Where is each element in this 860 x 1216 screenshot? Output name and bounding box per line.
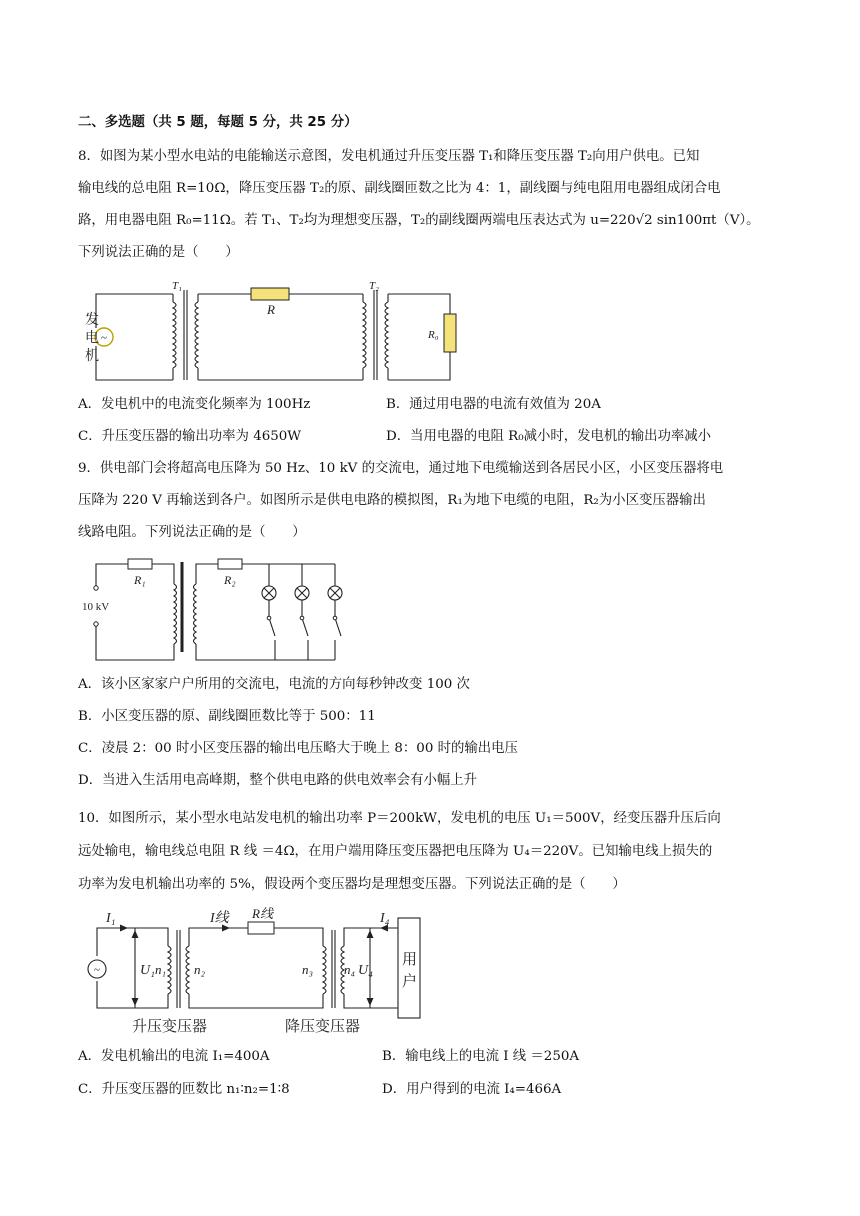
q8-line-4: 下列说法正确的是（ ） [78, 245, 239, 260]
t2-label: T₂ [369, 280, 379, 292]
u4-label: U₄ [358, 963, 373, 978]
lamp-icons [262, 586, 342, 600]
q10-line-3: 功率为发电机输出功率的 5%，假设两个变压器均是理想变压器。下列说法正确的是（ ） [78, 877, 626, 892]
user-label-1: 用 [402, 952, 418, 968]
i1-label: I₁ [106, 911, 116, 926]
q10-circuit-diagram [80, 906, 430, 1036]
r2-label: R₂ [224, 573, 236, 587]
i-line-label: I线 [210, 911, 229, 926]
q9-option-a[interactable]: A．该小区家家户户所用的交流电，电流的方向每秒钟改变 100 次 [78, 677, 470, 692]
n2-label: n₂ [194, 962, 206, 977]
q9-line-2: 压降为 220 V 再输送到各户。如图所示是供电电路的模拟图，R₁为地下电缆的电阻，R₂为小区变压器输出 [78, 493, 706, 508]
q8-circuit-diagram [78, 280, 468, 380]
q9-circuit-diagram [84, 556, 364, 666]
n3-label: n₃ [302, 962, 314, 977]
q9-option-d[interactable]: D．当进入生活用电高峰期，整个供电电路的供电效率会有小幅上升 [78, 773, 478, 788]
q8-line-2: 输电线的总电阻 R=10Ω，降压变压器 T₂的原、副线圈匝数之比为 4：1，副线圈与纯电阻用电器组成闭合电 [78, 181, 721, 196]
q8-option-b[interactable]: B．通过用电器的电流有效值为 20A [386, 397, 601, 412]
q8-option-d[interactable]: D．当用电器的电阻 R₀减小时，发电机的输出功率减小 [386, 429, 712, 444]
q9-option-b[interactable]: B．小区变压器的原、副线圈匝数比等于 500：11 [78, 709, 376, 724]
q8-option-c[interactable]: C．升压变压器的输出功率为 4650W [78, 429, 302, 444]
t1-label: T₁ [172, 280, 182, 292]
ac-symbol: ~ [94, 964, 100, 976]
q8-line-3: 路，用电器电阻 R₀=11Ω。若 T₁、T₂均为理想变压器，T₂的副线圈两端电压表达式为 u=220√2 sin100πt（V）。 [78, 213, 760, 228]
source-voltage-label: 10 kV [82, 601, 110, 613]
user-label-2: 户 [402, 974, 418, 990]
q10-line-1: 10．如图所示，某小型水电站发电机的输出功率 P＝200kW，发电机的电压 U₁＝500V，经变压器升压后向 [78, 811, 721, 826]
q10-option-b[interactable]: B．输电线上的电流 I 线 ＝250A [382, 1049, 580, 1064]
r1-label: R₁ [134, 573, 146, 587]
q10-line-2: 远处输电，输电线总电阻 R 线 ＝4Ω，在用户端用降压变压器把电压降为 U₄＝220V。已知输电线上损失的 [78, 844, 713, 859]
n4-label: n₄ [344, 962, 356, 977]
q8-line-1: 8．如图为某小型水电站的电能输送示意图，发电机通过升压变压器 T₁和降压变压器 T₂向用户供电。已知 [78, 149, 700, 164]
q9-option-c[interactable]: C．凌晨 2：00 时小区变压器的输出电压略大于晚上 8：00 时的输出电压 [78, 741, 518, 756]
r0-label: R₀ [428, 329, 439, 341]
generator-label-2: 电 [85, 331, 99, 346]
resistor-r1 [128, 559, 152, 569]
step-up-transformer-label: 升压变压器 [132, 1019, 208, 1035]
n1-label: n₁ [155, 962, 167, 977]
generator-label-1: 发 [85, 313, 99, 328]
q8-option-a[interactable]: A．发电机中的电流变化频率为 100Hz [78, 397, 311, 412]
section-heading: 二、多选题（共 5 题，每题 5 分，共 25 分） [78, 115, 358, 130]
r-line-label: R线 [252, 906, 273, 921]
resistor-r-line [248, 922, 274, 934]
user-box [398, 918, 420, 1018]
q10-option-c[interactable]: C．升压变压器的匝数比 n₁∶n₂=1∶8 [78, 1082, 290, 1097]
generator-label-3: 机 [85, 349, 99, 364]
step-down-transformer-label: 降压变压器 [285, 1019, 361, 1035]
q10-option-a[interactable]: A．发电机输出的电流 I₁=400A [78, 1049, 270, 1064]
resistor-r [251, 288, 289, 300]
u1-label: U₁ [140, 963, 155, 978]
resistor-r2 [218, 559, 242, 569]
r-label: R [267, 302, 275, 317]
q9-line-3: 线路电阻。下列说法正确的是（ ） [78, 525, 306, 540]
resistor-r0 [444, 314, 456, 352]
q9-line-1: 9．供电部门会将超高电压降为 50 Hz、10 kV 的交流电，通过地下电缆输送到各居民小区，小区变压器将电 [78, 461, 724, 476]
ac-symbol: ~ [101, 332, 107, 344]
i4-label: I₄ [380, 911, 390, 926]
q10-option-d[interactable]: D．用户得到的电流 I₄=466A [382, 1082, 562, 1097]
